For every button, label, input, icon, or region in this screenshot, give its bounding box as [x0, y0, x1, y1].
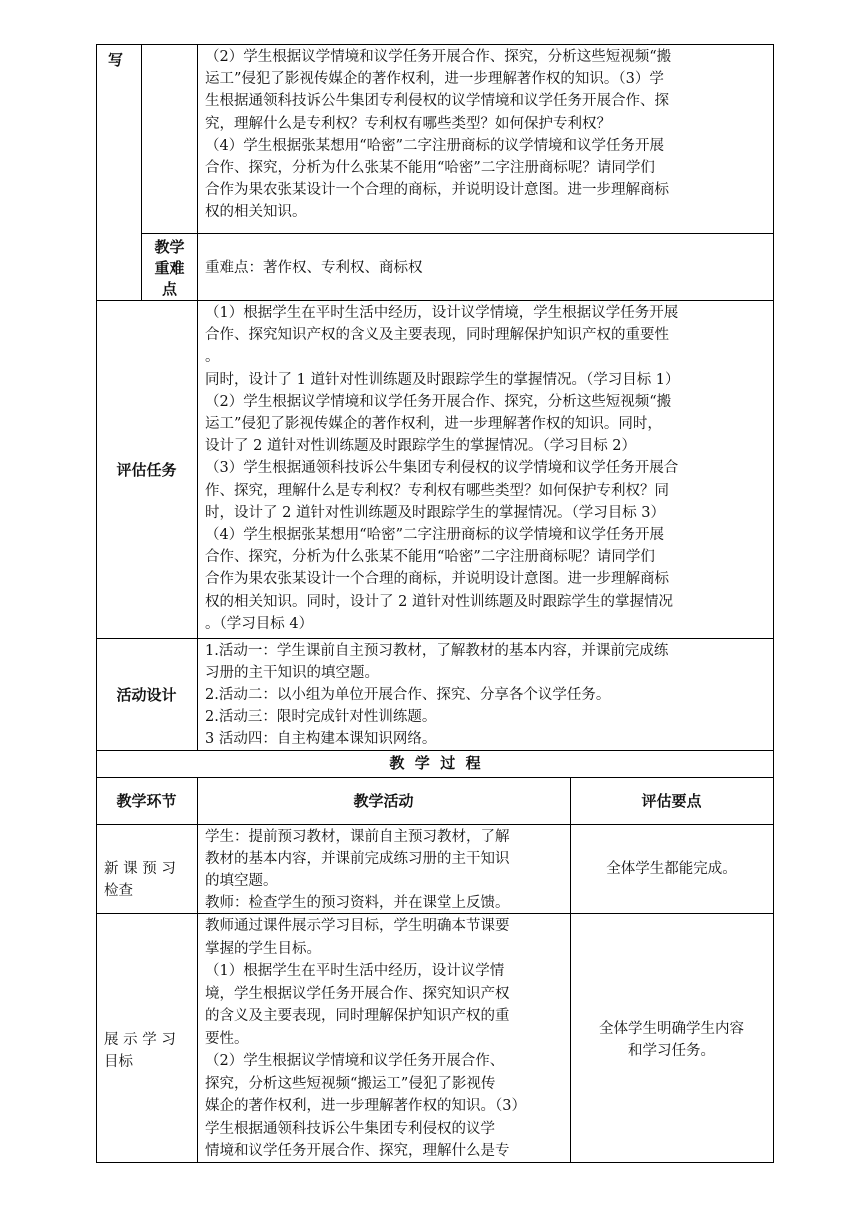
text-line: 作、探究，理解什么是专利权？专利权有哪些类型？如何保护专利权？同	[205, 482, 669, 499]
stage-cell-line: 展 示 学 习	[104, 1032, 176, 1048]
text-line: 权的相关知识。同时，设计了 2 道针对性训练题及时跟踪学生的掌握情况	[205, 593, 673, 610]
assessment-label: 评估任务	[116, 461, 177, 479]
activity-cell-line: （2）学生根据议学情境和议学任务开展合作、	[205, 1053, 505, 1069]
assessment-cell-line: 全体学生明确学生内容	[599, 1021, 744, 1037]
text-line: 合作为果农张某设计一个合理的商标，并说明设计意图。进一步理解商标	[205, 571, 669, 588]
text-line: 3 活动四：自主构建本课知识网络。	[205, 731, 437, 747]
row-divider	[141, 233, 774, 234]
text-line: 生根据通领科技诉公牛集团专利侵权的议学情境和议学任务开展合作、探	[205, 93, 669, 110]
text-line: 。（学习目标 4）	[205, 615, 314, 632]
activity-cell-line: 掌握的学生目标。	[205, 940, 321, 957]
key-points-content: 重难点：著作权、专利权、商标权	[205, 260, 423, 276]
process-title: 教 学 过 程	[389, 754, 481, 772]
table-right-border	[773, 44, 774, 1162]
activity-cell-line: 学生：提前预习教材，课前自主预习教材，了解	[205, 829, 510, 845]
col-divider-2b	[197, 777, 198, 1162]
text-line: （4）学生根据张某想用“哈密”二字注册商标的议学情境和议学任务开展	[205, 137, 665, 154]
col-divider-3	[570, 777, 571, 1162]
text-line: 究，理解什么是专利权？专利权有哪些类型？如何保护专利权？	[205, 115, 611, 132]
activity-cell-line: 的填空题。	[205, 873, 278, 889]
text-line: 。	[205, 349, 220, 366]
text-line: 2.活动二：以小组为单位开展合作、探究、分享各个议学任务。	[205, 687, 611, 703]
text-line: （2）学生根据议学情境和议学任务开展合作、探究，分析这些短视频“搬	[205, 393, 672, 410]
text-line: （4）学生根据张某想用“哈密”二字注册商标的议学情境和议学任务开展	[205, 527, 665, 543]
section-label: 写	[108, 51, 124, 69]
text-line: 1.活动一：学生课前自主预习教材，了解教材的基本内容，并课前完成练	[205, 643, 669, 659]
text-line: 合作为果农张某设计一个合理的商标，并说明设计意图。进一步理解商标	[205, 182, 669, 199]
text-line: 合作、探究，分析为什么张某不能用“哈密”二字注册商标呢？请同学们	[205, 549, 655, 566]
row-divider	[96, 638, 774, 639]
stage-cell-line: 目标	[104, 1054, 133, 1070]
assessment-cell-line: 和学习任务。	[628, 1043, 715, 1059]
activity-cell-line: 情境和议学任务开展合作、探究，理解什么是专	[205, 1143, 510, 1159]
text-line: （2）学生根据议学情境和议学任务开展合作、探究，分析这些短视频“搬	[205, 49, 672, 65]
table-left-border	[96, 44, 97, 1162]
activity-cell-line: 要性。	[205, 1030, 249, 1047]
assessment-cell-line: 全体学生都能完成。	[606, 861, 737, 877]
header-activity: 教学活动	[353, 792, 414, 810]
activity-cell-line: 学生根据通领科技诉公牛集团专利侵权的议学	[205, 1120, 495, 1137]
row-divider	[96, 824, 774, 825]
activity-cell-line: 教师：检查学生的预习资料，并在课堂上反馈。	[205, 895, 510, 911]
stage-cell-line: 新 课 预 习	[104, 861, 176, 877]
stage-cell-line: 检查	[104, 883, 133, 899]
text-line: 设计了 2 道针对性训练题及时跟踪学生的掌握情况。（学习目标 2）	[205, 438, 637, 455]
header-assessment: 评估要点	[641, 792, 702, 810]
header-stage: 教学环节	[116, 792, 177, 810]
text-line: 同时，设计了 1 道针对性训练题及时跟踪学生的掌握情况。（学习目标 1）	[205, 371, 680, 388]
activity-cell-line: （1）根据学生在平时生活中经历，设计议学情	[205, 963, 505, 979]
col-divider-2	[197, 44, 198, 750]
row-divider	[96, 300, 774, 301]
text-line: 习册的主干知识的填空题。	[205, 665, 379, 681]
text-line: 时，设计了 2 道针对性训练题及时跟踪学生的掌握情况。（学习目标 3）	[205, 504, 666, 521]
activity-cell-line: 教材的基本内容，并课前完成练习册的主干知识	[205, 851, 510, 867]
text-line: 运工”侵犯了影视传媒企的著作权利，进一步理解著作权的知识。同时，	[205, 416, 662, 432]
activity-cell-line: 教师通过课件展示学习目标，学生明确本节课要	[205, 918, 510, 934]
text-line: 运工”侵犯了影视传媒企的著作权利，进一步理解著作权的知识。（3）学	[205, 71, 664, 88]
text-line: （1）根据学生在平时生活中经历，设计议学情境，学生根据议学任务开展	[205, 305, 679, 321]
activity-cell-line: 境，学生根据议学任务开展合作、探究知识产权	[205, 985, 510, 1002]
activity-cell-line: 探究，分析这些短视频“搬运工”侵犯了影视传	[205, 1075, 496, 1092]
text-line: 合作、探究知识产权的含义及主要表现，同时理解保护知识产权的重要性	[205, 327, 669, 344]
text-line: 权的相关知识。	[205, 204, 307, 221]
text-line: 合作、探究，分析为什么张某不能用“哈密”二字注册商标呢？请同学们	[205, 160, 655, 176]
text-line: 2.活动三：限时完成针对性训练题。	[205, 709, 437, 725]
activity-cell-line: 的含义及主要表现，同时理解保护知识产权的重	[205, 1008, 510, 1024]
text-line: （3）学生根据通领科技诉公牛集团专利侵权的议学情境和议学任务开展合	[205, 460, 679, 477]
activity-cell-line: 媒企的著作权利，进一步理解著作权的知识。（3）	[205, 1098, 526, 1114]
activity-design-label: 活动设计	[116, 686, 177, 704]
